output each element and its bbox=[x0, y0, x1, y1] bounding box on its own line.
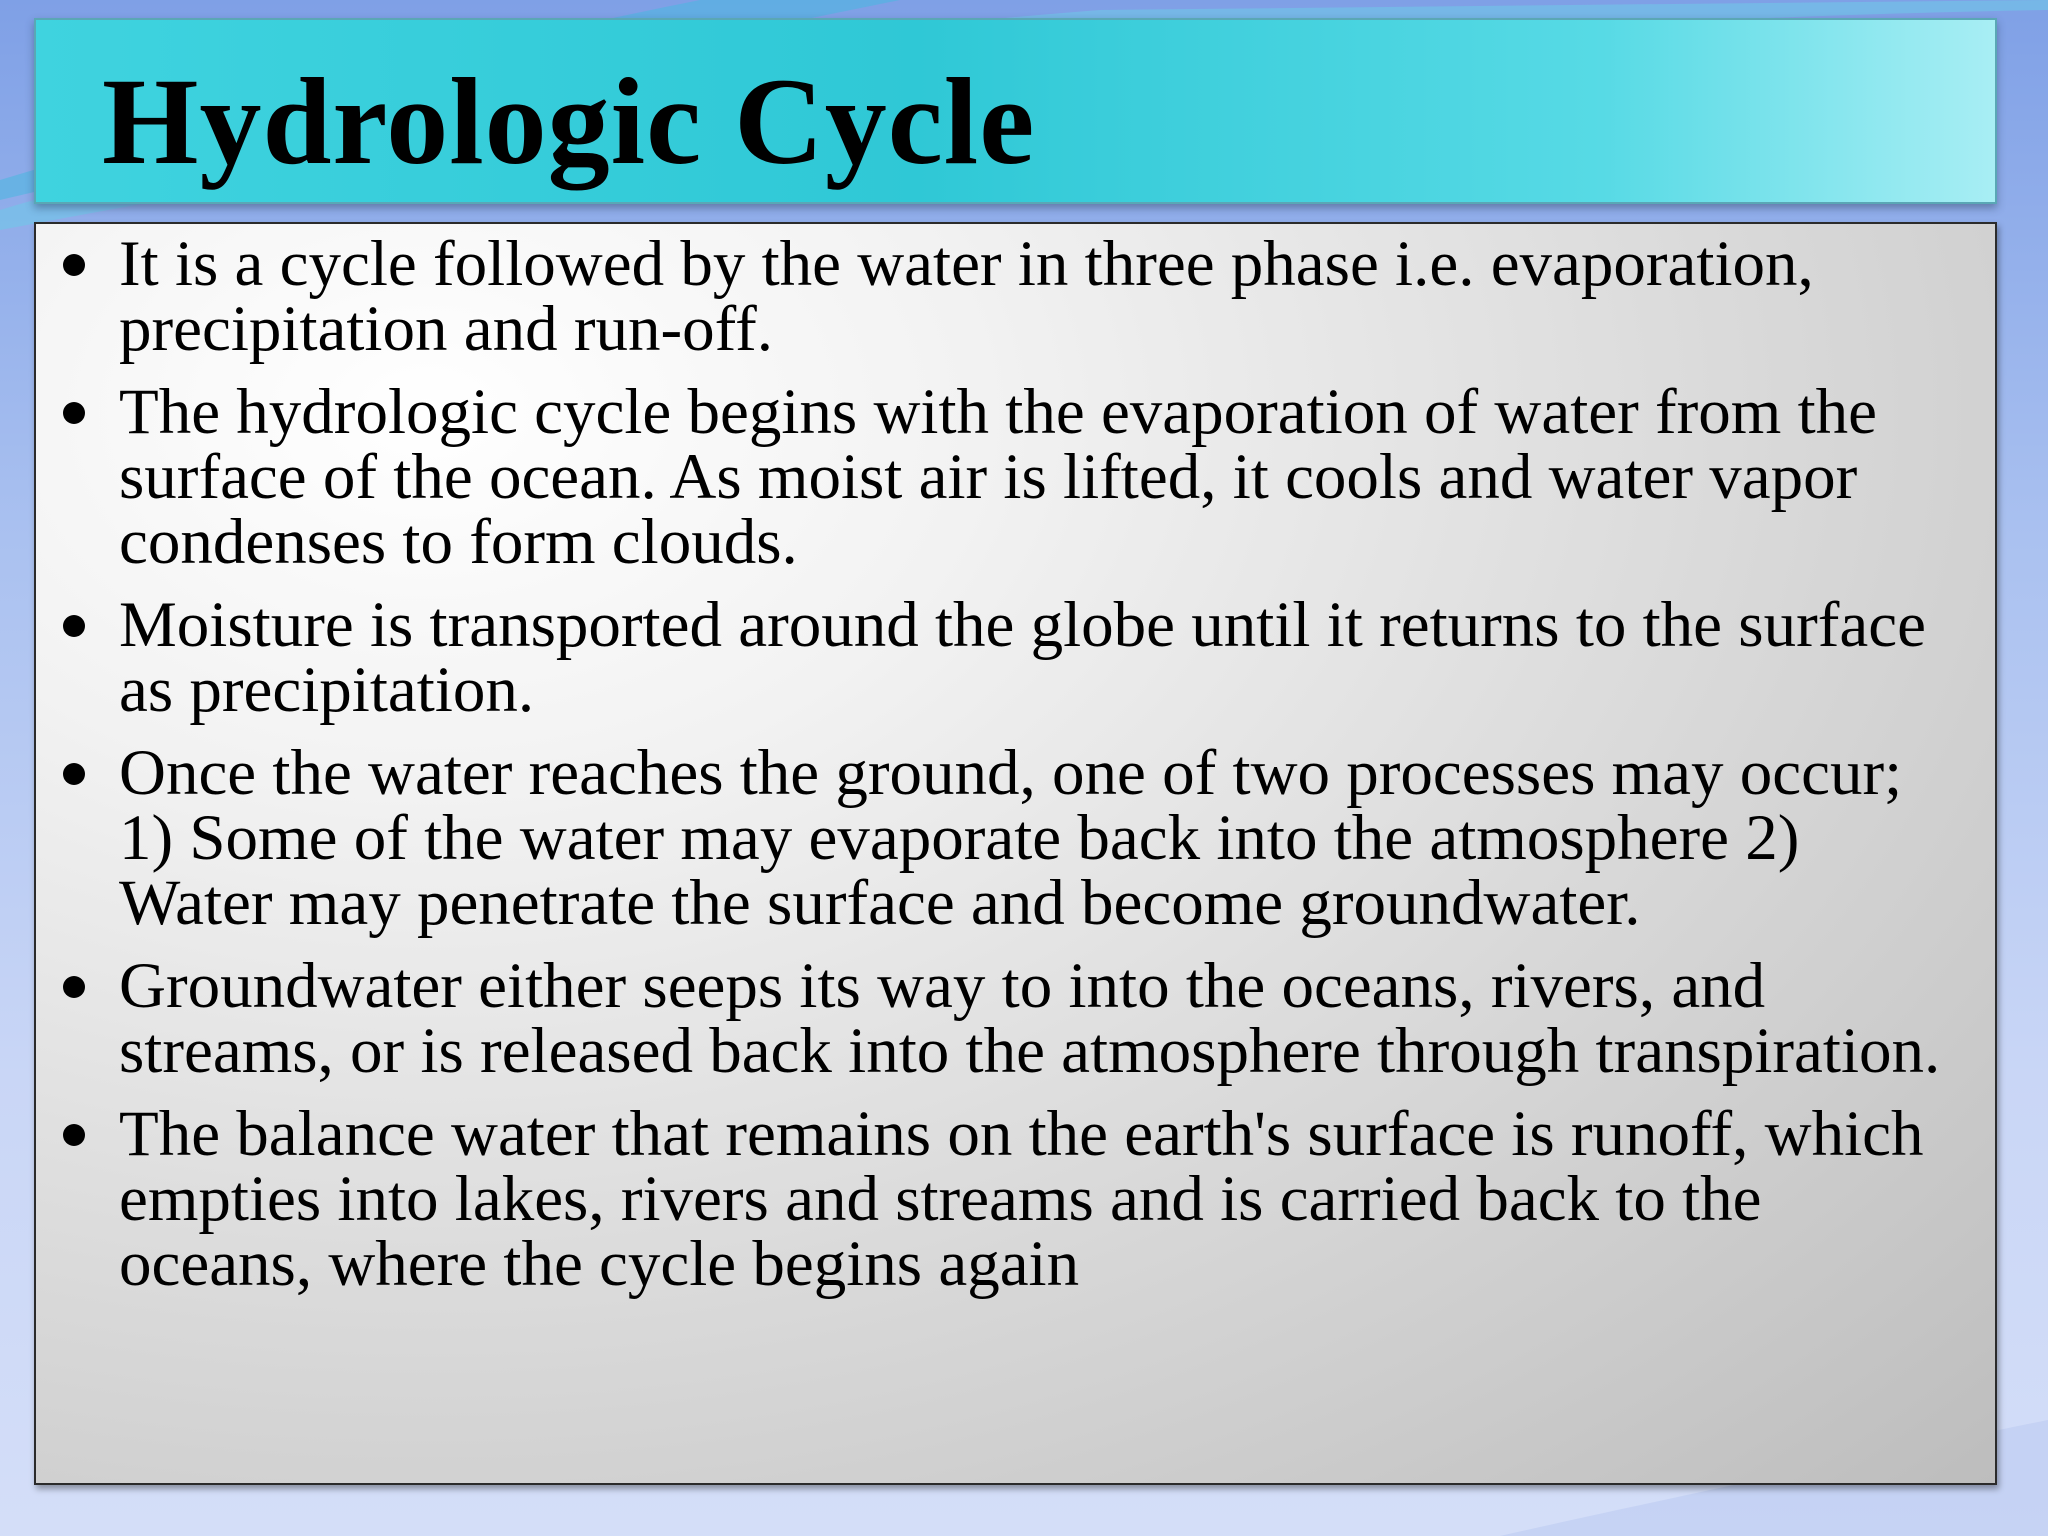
bullet-item bbox=[36, 1098, 1999, 1300]
bullet-dot-icon bbox=[63, 402, 85, 424]
content-box bbox=[34, 222, 1997, 1485]
bullet-list bbox=[36, 228, 1999, 1315]
bullet-text: The balance water that remains on the earth's surface is runoff, which empties into lakes, rivers and streams and is carried back to the oceans, where the cycle begins again bbox=[119, 1098, 1924, 1300]
bullet-text: Moisture is transported around the globe until it returns to the surface as precipitation. bbox=[119, 589, 1926, 726]
bullet-dot-icon bbox=[63, 1124, 85, 1146]
bullet-dot-icon bbox=[63, 254, 85, 276]
bullet-text: The hydrologic cycle begins with the evaporation of water from the surface of the ocean. As moist air is lifted, it cools and water vapor condenses to form clouds. bbox=[119, 376, 1878, 578]
slide-title: Hydrologic Cycle bbox=[102, 53, 1036, 190]
bullet-dot-icon bbox=[63, 763, 85, 785]
bullet-text: Groundwater either seeps its way to into the oceans, rivers, and streams, or is released back into the atmosphere through transpiration. bbox=[119, 950, 1941, 1087]
bullet-item bbox=[36, 376, 1999, 578]
title-bar bbox=[34, 18, 1997, 204]
bullet-item bbox=[36, 950, 1999, 1087]
bullet-item bbox=[36, 228, 1999, 365]
bullet-text: Once the water reaches the ground, one of two processes may occur; 1) Some of the water may evaporate back into the atmosphere 2) Water may penetrate the surface and become groundwater. bbox=[119, 737, 1903, 939]
bullet-item bbox=[36, 589, 1999, 726]
bullet-dot-icon bbox=[63, 615, 85, 637]
bullet-dot-icon bbox=[63, 976, 85, 998]
bullet-text: It is a cycle followed by the water in three phase i.e. evaporation, precipitation and run-off. bbox=[119, 228, 1814, 365]
bullet-item bbox=[36, 737, 1999, 939]
